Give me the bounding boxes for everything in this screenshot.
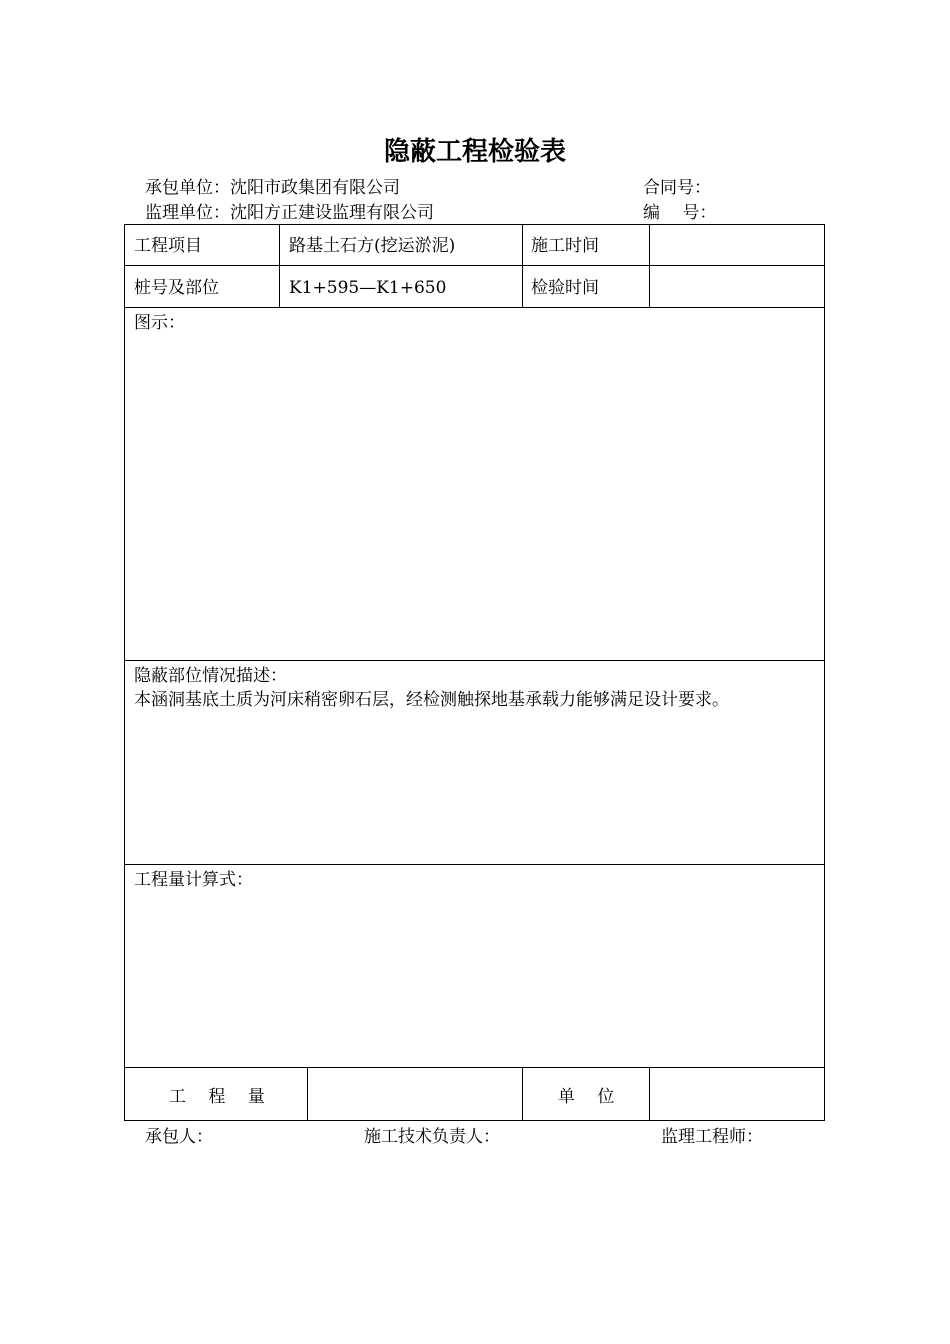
description-text: 本涵洞基底土质为河床稍密卵石层，经检测触探地基承载力能够满足设计要求。 [134, 690, 729, 710]
table-rule-calc [124, 1067, 825, 1068]
unit-label: 单 位 [558, 1087, 615, 1107]
table-col-rule-5 [522, 1067, 523, 1121]
inspection-time-label: 检验时间 [531, 278, 599, 298]
serial-no-label: 编 号： [643, 203, 717, 223]
document-title: 隐蔽工程检验表 [383, 137, 566, 167]
description-label: 隐蔽部位情况描述： [134, 666, 287, 686]
diagram-label: 图示： [134, 313, 185, 333]
table-rule-diagram [124, 660, 825, 661]
station-label: 桩号及部位 [134, 278, 219, 298]
table-col-rule-1 [279, 224, 280, 307]
table-col-rule-6 [649, 1067, 650, 1121]
table-col-rule-2 [522, 224, 523, 307]
project-label: 工程项目 [134, 236, 202, 256]
supervisor-label: 监理单位： [145, 203, 230, 223]
table-col-rule-4 [307, 1067, 308, 1121]
quantity-label: 工 程 量 [169, 1087, 265, 1107]
table-col-rule-3 [649, 224, 650, 307]
table-rule-row1 [124, 265, 825, 266]
supervisor-value: 沈阳方正建设监理有限公司 [230, 203, 434, 223]
tech-lead-label: 施工技术负责人： [364, 1127, 500, 1147]
table-rule-description [124, 864, 825, 865]
contractor-value: 沈阳市政集团有限公司 [230, 178, 400, 198]
contract-no-label: 合同号： [643, 178, 711, 198]
table-rule-row2 [124, 307, 825, 308]
supervisor-line [145, 201, 434, 225]
calc-label: 工程量计算式： [134, 870, 253, 890]
contractor-person-label: 承包人： [145, 1127, 213, 1147]
construction-time-label: 施工时间 [531, 236, 599, 256]
supervising-engineer-label: 监理工程师： [661, 1127, 763, 1147]
contractor-line [145, 176, 400, 200]
station-value: K1+595—K1+650 [289, 278, 447, 298]
contractor-label: 承包单位： [145, 178, 230, 198]
project-value: 路基土石方(挖运淤泥) [289, 236, 456, 256]
